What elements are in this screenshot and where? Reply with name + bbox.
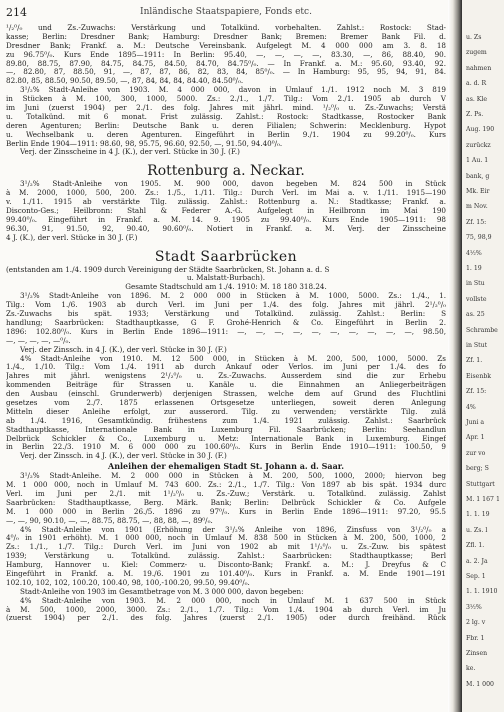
text-line: 3¹/₂% Stadt-Anleihe von 1896. M. 2 000 000 in Stücken à M. 1000, 5000. Zs.: 1./4., 1. bbox=[20, 292, 446, 301]
adjacent-text-fragment: Zf. 1. bbox=[466, 357, 483, 365]
text-line: à M. 500, 1000, 2000, 3000. Zs.: 2./1., 1./7. Tilg.: Vom 1./4. 1904 ab durch Verl. im Ju bbox=[6, 605, 446, 614]
adjacent-page-strip bbox=[462, 0, 504, 712]
adjacent-text-fragment: m Nov. bbox=[466, 203, 488, 211]
text-line: 4% Stadt-Anleihe von 1901 (Erhöhung der 3¹/₂% Anleihe von 1896, Zinsfuss von 3¹/₂⁰/₀ a bbox=[20, 525, 446, 534]
heading-rottenburg: Rottenburg a. Neckar. bbox=[147, 163, 305, 180]
text-line: Saarbrücken: Stadthauptkasse, Berg. Märk. Bank; Berlin: Delbrück Schickler & Co. Aufgele bbox=[6, 498, 446, 507]
text-line: Zs.: 1./1., 1./7. Tilg.: Durch Verl. im Juni von 1902 ab mit 1¹/₂⁰/₀ u. Zs.-Zuw. bis spätest bbox=[6, 543, 446, 552]
adjacent-text-fragment: Fbr. 1 bbox=[466, 634, 485, 642]
text-line: Disconto-Ges.; Heilbronn: Stahl & Federer A.-G. Aufgelegt in Heilbronn im Mai 190 bbox=[6, 207, 446, 216]
adjacent-text-fragment: a. d. R bbox=[466, 80, 487, 88]
text-line: M. 1 000 000 in Berlin 26./5. 1896 zu 97⁰/₀. Kurs in Berlin Ende 1896—1911: 97.20, 95.5 bbox=[6, 507, 446, 516]
heading-saarbruecken: Stadt Saarbrücken bbox=[154, 248, 298, 265]
text-line: Gesamte Stadtschuld am 1./4. 1910: M. 18 180 318.24. bbox=[125, 283, 327, 292]
text-line: Verl. im Juni per 2./1. mit 1¹/₂⁰/₀ u. Zs.-Zuw.; Verstärk. u. Totalkünd. zulässig. Zahlst bbox=[6, 489, 446, 498]
adjacent-text-fragment: as. Kle bbox=[466, 95, 488, 103]
text-line: u. Malstatt-Burbach). bbox=[186, 274, 266, 283]
adjacent-text-fragment: 1. 19 bbox=[466, 265, 482, 272]
section-saarbruecken-intro bbox=[6, 266, 446, 293]
text-line: u. Wechselbank u. deren Agenturen. Eingeführt in Berlin 9./1. 1904 zu 99.20⁰/₀. Kurs bbox=[6, 130, 446, 139]
text-line: Delbrück Schickler & Co., Luxemburg u. Metz: Internationale Bank in Luxemburg. Eingef bbox=[6, 434, 446, 443]
text-line: (zuerst 1904) per 2./1. des folg. Jahres (zuerst 2./1. 1905) oder durch freihänd. Rück bbox=[6, 614, 446, 623]
adjacent-text-fragment: 1. 1. 19 bbox=[466, 511, 490, 519]
adjacent-text-fragment: Mk. Eir bbox=[466, 188, 490, 195]
adjacent-text-fragment: 4½% bbox=[466, 249, 482, 257]
text-line: 82.80, 85, 88.50, 90.50, 89.50, —, 87, 84, 84, 84, 84.40, 84.50⁰/₀. bbox=[6, 77, 244, 86]
text-line: Dresdner Bank; Frankf. a. M.: Deutsche Vereinsbank. Aufgelegt M. 4 000 000 am 3. 8. 18 bbox=[6, 41, 446, 50]
section-rottenburg bbox=[6, 180, 446, 242]
text-line: 4 J. (K.), der verl. Stücke in 30 J. (F.) bbox=[6, 233, 138, 242]
text-line: 3¹/₂% Stadt-Anleihe von 1903. M. 4 000 000, davon in Umlauf 1./1. 1912 noch M. 3 819 bbox=[20, 86, 446, 95]
adjacent-text-fragment: u. Zs. l bbox=[466, 526, 488, 534]
adjacent-text-fragment: nahmen bbox=[466, 64, 492, 72]
page-header bbox=[6, 6, 446, 22]
text-line: ab 1./4. 1916, Gesamtkündig. frühestens zum 1./4. 1921 zulässig. Zahlst.: Saarbrück bbox=[6, 416, 446, 425]
text-line: (entstanden am 1./4. 1909 durch Vereinigung der Städte Saarbrücken, St. Johann a. d. S bbox=[6, 265, 330, 274]
adjacent-text-fragment: Aug. 190 bbox=[466, 126, 495, 134]
text-line: 4% Stadt-Anleihe von 1910. M. 12 500 000, in Stücken à M. 200, 500, 1000, 5000. Zs bbox=[20, 354, 446, 363]
adjacent-text-fragment: in Stut bbox=[466, 342, 488, 349]
section-saarbruecken bbox=[6, 292, 446, 461]
adjacent-text-fragment: u. Zs bbox=[466, 34, 482, 41]
adjacent-text-fragment: Juni a bbox=[466, 419, 485, 426]
text-line: u. Totalkünd. mit 6 monat. Frist zulässig. Zahlst.: Rostock: Stadtkasse, Rostocker Bank bbox=[6, 112, 446, 121]
adjacent-text-fragment: in Stu bbox=[466, 280, 485, 288]
text-line: 96.30, 91, 91.50, 92, 90.40, 90.60⁰/₀. Notiert in Frankf. a. M. Verj. der Zinsscheine bbox=[6, 224, 446, 233]
adjacent-text-fragment: as. 25 bbox=[466, 311, 485, 319]
adjacent-text-fragment: Eisenbk bbox=[466, 372, 492, 380]
adjacent-text-fragment: zugem bbox=[466, 49, 487, 57]
adjacent-text-fragment: 1. 1. 1910 bbox=[466, 588, 498, 596]
text-line: Verj. der Zinssch. in 4 J. (K.), der verl. Stücke in 30 J. (F.) bbox=[20, 345, 227, 354]
adjacent-text-fragment: 4% bbox=[466, 403, 476, 411]
page-body bbox=[6, 24, 446, 623]
text-line: Verj. der Zinssch. in 4 J. (K.), der verl. Stücke in 30 J. (F.) bbox=[20, 452, 227, 461]
text-line: Tilg.: Vom 1./6. 1903 ab durch Verl. im Juni per 1./4. des folg. Jahres mit jährl. 2¹/₂⁰/₀ bbox=[6, 301, 446, 310]
text-line: Eingeführt in Frankf. a. M. 19./6. 1901 zu 101.40⁰/₀. Kurs in Frankf. a. M. Ende 1901—191 bbox=[6, 569, 446, 578]
page-number: 214 bbox=[6, 6, 27, 19]
text-line: gesetzes vom 2./7. 1875 erlassenen Ortsgesetze unterliegen, soweit deren Anlegung bbox=[6, 398, 446, 407]
adjacent-text-fragment: Z. Ps. bbox=[466, 111, 484, 118]
text-line: à M. 2000, 1000, 500, 200. Zs.: 1./5., 1./11. Tilg.: Durch Verl. im Mai a. v. 1./11. 1915—190 bbox=[6, 189, 446, 198]
text-line: den Ausbau (einschl. Grunderwerb) derjenigen Strassen, welche dem auf Grund des Fluchtlini bbox=[6, 390, 446, 399]
text-line: 3¹/₂% Stadt-Anleihe von 1905. M. 900 000, davon begeben M. 824 500 in Stück bbox=[20, 180, 446, 189]
adjacent-text-fragment: bank, g bbox=[466, 172, 490, 180]
adjacent-text-fragment: Zf. 15: bbox=[466, 388, 487, 396]
adjacent-text-fragment: Apr. 1 bbox=[466, 434, 485, 442]
adjacent-text-fragment: 2 lg. v bbox=[466, 619, 486, 627]
adjacent-text-fragment: Zfl. 1. bbox=[466, 542, 485, 550]
section-st-johann bbox=[6, 472, 446, 623]
adjacent-text-fragment: M. 1 000 bbox=[466, 680, 494, 688]
running-title: Inländische Staatspapiere, Fonds etc. bbox=[140, 7, 312, 17]
text-line: Stadt-Anleihe von 1903 im Gesamtbetrage von M. 3 000 000, davon begeben: bbox=[20, 587, 304, 596]
adjacent-text-fragment: vollste bbox=[466, 295, 487, 303]
page-gutter-shadow bbox=[448, 0, 462, 712]
text-line: M. 1 000 000, noch in Umlauf M. 743 600. Zs.: 2./1., 1./7. Tilg.: Von 1897 ab bis spät. 1934 durc bbox=[6, 481, 446, 490]
text-line: 1./4., 1./10. Tilg.: Vom 1./4. 1911 ab durch Ankauf oder Verlos. im Juni per 1./4. des fo bbox=[6, 363, 446, 372]
adjacent-text-fragment: Zinsen bbox=[466, 650, 488, 657]
text-line: Hamburg, Hannover u. Kiel: Commerz- u. Disconto-Bank; Frankf. a. M.: J. Dreyfus & C bbox=[6, 561, 446, 570]
adjacent-text-fragment: 3½% bbox=[466, 603, 482, 611]
adjacent-text-fragment: berg; S bbox=[466, 465, 489, 473]
text-line: Verj. der Zinsscheine in 4 J. (K.), der verl. Stücke in 30 J. (F.) bbox=[20, 148, 240, 157]
text-line: —, 82.80, 87, 88.50, 91, —, 87, 87, 86, 82, 83, 84, 85⁰/₀. — In Hamburg: 95, 95, 94, 91, 84. bbox=[6, 68, 446, 77]
text-line: —, —, 90, 90.10, —, —, 88.75, 88.75, —, 88, 88, —, 89⁰/₀. bbox=[6, 516, 213, 525]
text-line: kasse; Berlin: Dresdner Bank; Hamburg: Dresdner Bank; Bremen: Bremer Bank Fil. d. bbox=[6, 32, 446, 41]
adjacent-text-fragment: a. 2. Ja bbox=[466, 557, 488, 565]
text-line: 99.40⁰/₀. Eingeführt in Frankf. a. M. 14. 9. 1905 zu 99.40⁰/₀. Kurs Ende 1905—1911: 98 bbox=[6, 215, 446, 224]
text-line: Stadthauptkasse, Internationale Bank in Luxemburg Fil. Saarbrücken; Berlin: Seehandlun bbox=[6, 425, 446, 434]
adjacent-text-fragment: 75, 98,9 bbox=[466, 234, 492, 242]
text-line: 1939; Verstärkung u. Totalkünd. zulässig. Zahlst.: Saarbrücken: Stadthauptkasse; Berl bbox=[6, 552, 446, 561]
text-line: Mitteln dieser Anleihe erfolgt, zur ausserord. Tilg. zu verwenden; verstärkte Tilg. zulä bbox=[6, 407, 446, 416]
adjacent-text-fragment: Sep. 1 bbox=[466, 573, 486, 580]
text-line: Jahres mit jährl. wenigstens 2¹/₂⁰/₀ u. Zs.-Zuwachs. Ausserdem sind die zur Erhebu bbox=[6, 372, 446, 381]
adjacent-text-fragment: 1 Au. 1 bbox=[466, 157, 489, 165]
text-line: deren Agenturen; Berlin: Deutsche Bank u. deren Filialen; Schwerin: Mecklenburg. Hypot bbox=[6, 121, 446, 130]
text-line: zu 96.75⁰/₀. Kurs Ende 1895—1911: In Berlin: 95.40, —, —, —, —, 83.30, —, 86, 88.40, 90. bbox=[6, 50, 446, 59]
adjacent-text-fragment: Zf. 15: bbox=[466, 218, 487, 226]
text-line: 4% Stadt-Anleihe von 1903. M. 2 000 000, noch in Umlauf M. 1 637 500 in Stück bbox=[20, 596, 446, 605]
text-line: handlung; Saarbrücken: Stadthauptkasse, G F. Grohé-Henrich & Co. Eingeführt in Berlin 2. bbox=[6, 318, 446, 327]
text-line: —, —, —, —, —⁰/₀. bbox=[6, 336, 71, 345]
text-line: 102.10, 102, 102, 100.20, 100.40, 98, 100,-100.20, 99.50, 99.40⁰/₀. bbox=[6, 578, 250, 587]
adjacent-text-fragment: ke. bbox=[466, 665, 476, 673]
text-line: in Stücken à M. 100, 300, 1000, 5000. Zs.: 2./1., 1./7. Tilg.: Vom 2./1. 1905 ab durch V bbox=[6, 95, 446, 104]
text-line: v. 1./11. 1915 ab verstärkte Tilg. zulässig. Zahlst.: Rottenburg a. N.: Stadtkasse; Frankf. a. bbox=[6, 198, 446, 207]
text-line: 89.80, 88.75, 87.90, 84.75, 84.75, 84.50, 84.70, 84.75⁰/₀. — In Frankf. a. M.: 95.60, 93.40, 92. bbox=[6, 59, 446, 68]
text-line: kommenden Beiträge für Strassen u. Kanäle u. die Einnahmen an Anliegerbeiträgen bbox=[6, 381, 446, 390]
text-line: 3¹/₂% Stadt-Anleihe. M. 2 000 000 in Stücken à M. 200, 500, 1000, 2000; hiervon beg bbox=[20, 472, 446, 481]
text-line: Berlin Ende 1904—1911: 98.60, 98, 95.75, 96.60, 92.50, —, 91.50, 94.40⁰/₀. bbox=[6, 139, 283, 148]
text-line: in Berlin 22./3. 1910 M. 6 000 000 zu 100.60⁰/₀. Kurs in Berlin Ende 1910—1911: 100.50, 9 bbox=[6, 443, 446, 452]
text-line: 1896: 102.80⁰/₀. Kurs in Berlin Ende 1896—1911: —, —, —, —, —, —, —, —, —, —, 98.50, bbox=[6, 327, 446, 336]
text-line: im Juni (zuerst 1904) per 2./1. des folg. Jahres mit jährl. mind. ¹/₂⁰/₀ u. Zs.-Zuwachs; Verstä bbox=[6, 104, 446, 113]
adjacent-text-fragment: zurückz bbox=[466, 141, 491, 149]
adjacent-text-fragment: Stuttgart bbox=[466, 480, 495, 488]
text-line: 4⁰/₀ in 1901 erhöht). M. 1 000 000, noch in Umlauf M. 838 500 in Stücken à M. 200, 500, 1000, 2 bbox=[6, 534, 446, 543]
heading-st-johann: Anleihen der ehemaligen Stadt St. Johann a. d. Saar. bbox=[107, 461, 345, 472]
adjacent-text-fragment: Schrambe bbox=[466, 326, 498, 334]
adjacent-text-fragment: M. 1 167 1 bbox=[466, 496, 500, 503]
text-line: Zs.-Zuwachs bis spät. 1933; Verstärkung und Totalkünd. zulässig. Zahlst.: Berlin: S bbox=[6, 310, 446, 319]
section-rostock-continued bbox=[6, 24, 446, 157]
adjacent-text-fragment: zur vo bbox=[466, 449, 486, 457]
text-line: ¹/₂⁰/₀ und Zs.-Zuwachs: Verstärkung und Totalkünd. vorbehalten. Zahlst.: Rostock: Stad- bbox=[6, 24, 446, 32]
